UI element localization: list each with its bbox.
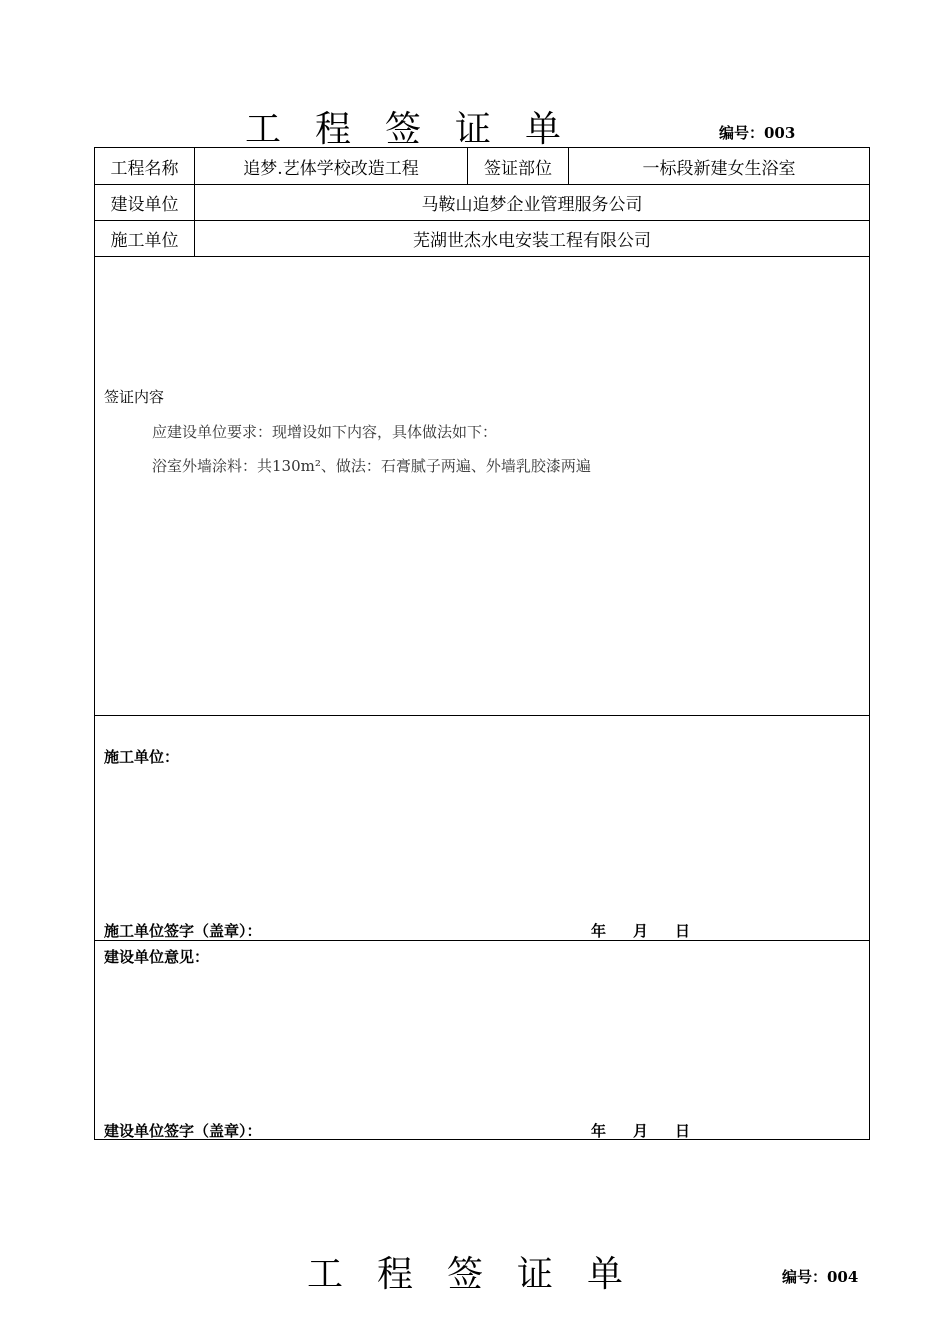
- contractor-value: 芜湖世杰水电安装工程有限公司: [413, 230, 651, 251]
- content-line-2: 浴室外墙涂料：共130m²、做法：石膏腻子两遍、外墙乳胶漆两遍: [152, 457, 591, 475]
- page-title-2: 工程签证单: [307, 1254, 658, 1295]
- project-name-value: 追梦.艺体学校改造工程: [243, 158, 419, 179]
- visa-location-value: 一标段新建女生浴室: [642, 158, 796, 179]
- contractor-section-label: 施工单位：: [104, 748, 180, 766]
- contractor-label: 施工单位: [110, 230, 179, 251]
- page-title: 工程签证单: [245, 109, 596, 150]
- owner-sign-label: 建设单位签字（盖章）：: [104, 1122, 262, 1140]
- content-line-1: 应建设单位要求：现增设如下内容，具体做法如下：: [152, 423, 498, 441]
- owner-value: 马鞍山追梦企业管理服务公司: [421, 194, 643, 215]
- owner-date-year: 年: [591, 1122, 607, 1140]
- owner-date-day: 日: [675, 1122, 691, 1140]
- owner-date-month: 月: [633, 1122, 649, 1140]
- contractor-date-day: 日: [675, 922, 691, 940]
- owner-opinion-label: 建设单位意见：: [104, 948, 210, 966]
- visa-form-table: [94, 147, 870, 1140]
- owner-label: 建设单位: [110, 194, 179, 215]
- visa-location-label: 签证部位: [484, 158, 552, 179]
- contractor-sign-label: 施工单位签字（盖章）：: [104, 922, 262, 940]
- serial-number-2: 编号：004: [782, 1268, 859, 1286]
- contractor-date-month: 月: [633, 922, 649, 940]
- content-label: 签证内容: [104, 388, 165, 406]
- contractor-date-year: 年: [591, 922, 607, 940]
- project-name-label: 工程名称: [110, 158, 179, 179]
- serial-number: 编号：003: [719, 124, 796, 142]
